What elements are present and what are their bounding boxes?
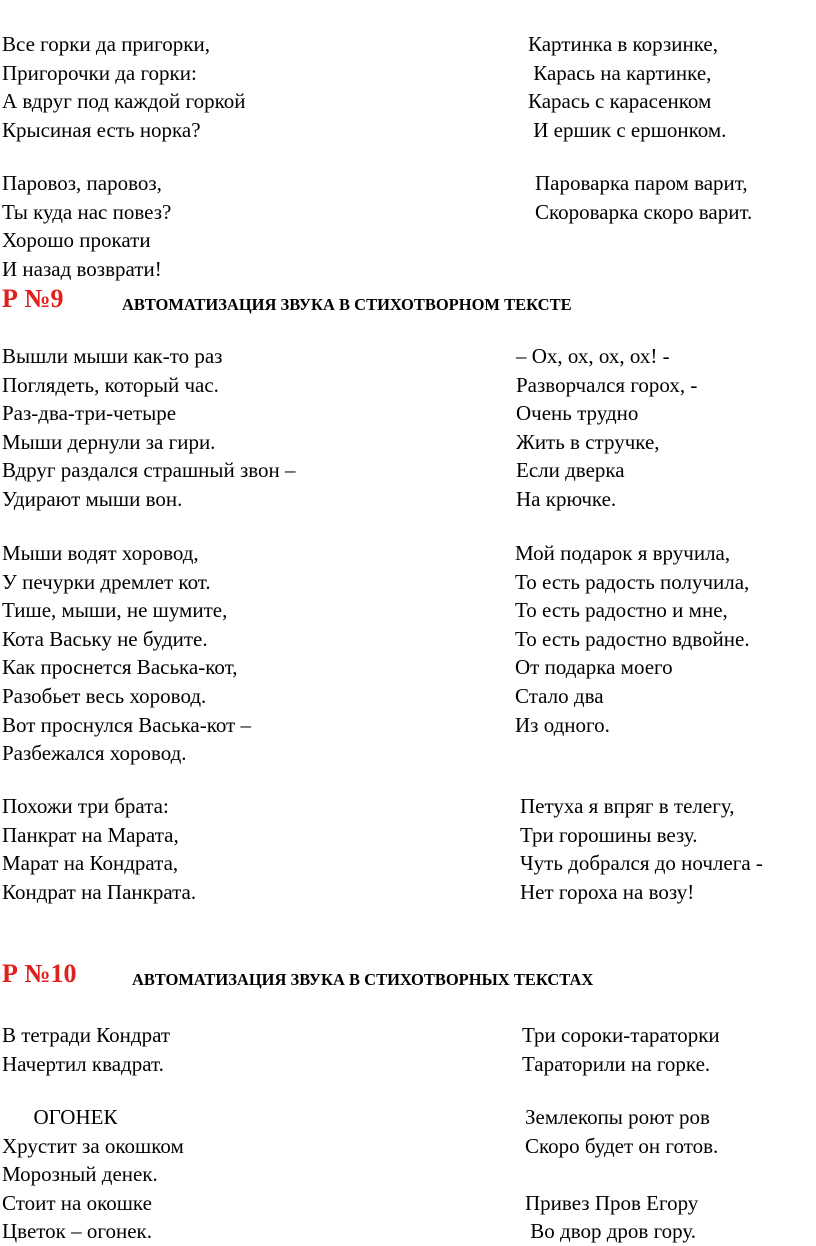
poem-line: То есть радостно и мне, (515, 598, 728, 623)
poem-line: От подарка моего (515, 655, 673, 680)
poem-line: Вдруг раздался страшный звон – (2, 458, 296, 483)
poem-line: Стоит на окошке (2, 1190, 152, 1215)
poem-line: Мыши водят хоровод, (2, 541, 199, 565)
poem-line: А вдруг под каждой горкой (2, 89, 246, 114)
poem-line: Во двор дров гору. (525, 1219, 697, 1244)
poem-line: Мой подарок я вручила, (515, 541, 731, 565)
poem-line: Ты куда нас повез? (2, 199, 172, 224)
poem-line: И назад возврати! (2, 256, 162, 281)
poem-line: Кондрат на Панкрата. (2, 879, 197, 904)
poem-line: Нет гороха на возу! (520, 879, 695, 904)
poem-line: Землекопы роют ров (525, 1105, 710, 1129)
poem-line: Петуха я впряг в телегу, (520, 794, 735, 818)
poem-left-3 (2, 342, 296, 514)
poem-line: Разобьет весь хоровод. (2, 683, 207, 708)
poem-line: Пригорочки да горки: (2, 60, 197, 85)
poem-left-6 (2, 1021, 170, 1078)
poem-line: То есть радость получила, (515, 569, 750, 594)
poem-line: Разбежался хоровод. (2, 741, 187, 766)
poem-line: Похожи три брата: (2, 794, 169, 818)
poem-line: Привез Пров Егору (525, 1190, 699, 1215)
poem-line: У печурки дремлет кот. (2, 569, 211, 594)
poem-line: Скоро будет он готов. (525, 1133, 719, 1158)
poem-line: ОГОНЕК (2, 1105, 118, 1129)
poem-line: Поглядеть, который час. (2, 372, 219, 397)
poem-line: Крысиная есть норка? (2, 117, 201, 142)
poem-right-6 (522, 1021, 720, 1078)
poem-line: – Ох, ох, ох, ох! - (516, 344, 670, 368)
poem-line: Пароварка паром варит, (535, 171, 748, 195)
poem-line: Карась с карасенком (528, 89, 712, 114)
poem-left-5 (2, 792, 196, 906)
poem-line: Морозный денек. (2, 1162, 158, 1187)
poem-line: То есть радостно вдвойне. (515, 626, 750, 651)
poem-line: Панкрат на Марата, (2, 822, 179, 847)
poem-line: Разворчался горох, - (516, 372, 698, 397)
poem-right-2 (535, 169, 752, 226)
poem-line: Три сороки-тараторки (522, 1023, 720, 1047)
poem-line: На крючке. (516, 486, 617, 511)
poem-line: Паровоз, паровоз, (2, 171, 162, 195)
poem-right-5 (520, 792, 763, 906)
poem-line: В тетради Кондрат (2, 1023, 171, 1047)
poem-left-2 (2, 169, 171, 283)
section-title: АВТОМАТИЗАЦИЯ ЗВУКА В СТИХОТВОРНЫХ ТЕКСТАХ (132, 970, 594, 989)
poem-line: И ершик с ершонком. (528, 117, 727, 142)
poem-line: Стало два (515, 683, 604, 708)
poem-line: Кота Ваську не будите. (2, 626, 208, 651)
poem-line: Карась на картинке, (528, 60, 712, 85)
poem-left-4 (2, 539, 251, 768)
section-title: АВТОМАТИЗАЦИЯ ЗВУКА В СТИХОТВОРНОМ ТЕКСТЕ (122, 295, 572, 314)
poem-right-4 (515, 539, 750, 739)
poem-line: Картинка в корзинке, (528, 32, 718, 56)
poem-line: Жить в стручке, (516, 429, 660, 454)
poem-line (525, 1160, 718, 1189)
poem-line: Раз-два-три-четыре (2, 401, 177, 426)
poem-line: Цветок – огонек. (2, 1219, 152, 1244)
poem-line: Скороварка скоро варит. (535, 199, 753, 224)
section-heading-10 (2, 959, 594, 990)
poem-line: Чуть добрался до ночлега - (520, 851, 763, 876)
poem-left-1 (2, 30, 246, 144)
poem-line: Три горошины везу. (520, 822, 698, 847)
poem-line: Начертил квадрат. (2, 1051, 164, 1076)
poem-line: Вот проснулся Васька-кот – (2, 712, 251, 737)
poem-left-7 (2, 1103, 184, 1246)
poem-line: Из одного. (515, 712, 610, 737)
poem-line: Все горки да пригорки, (2, 32, 210, 56)
poem-line: Тараторили на горке. (522, 1051, 711, 1076)
section-number: Р №9 (2, 284, 64, 313)
poem-line: Удирают мыши вон. (2, 486, 183, 511)
section-heading-9 (2, 284, 572, 315)
section-number: Р №10 (2, 959, 77, 988)
poem-line: Марат на Кондрата, (2, 851, 179, 876)
poem-line: Мыши дернули за гири. (2, 429, 216, 454)
poem-line: Если дверка (516, 458, 625, 483)
poem-line: Очень трудно (516, 401, 639, 426)
poem-right-3 (516, 342, 697, 514)
poem-line: Вышли мыши как-то раз (2, 344, 223, 368)
poem-line: Хорошо прокати (2, 228, 151, 253)
poem-right-1 (528, 30, 726, 144)
poem-line: Как проснется Васька-кот, (2, 655, 238, 680)
poem-line: Тише, мыши, не шумите, (2, 598, 228, 623)
poem-right-7 (525, 1103, 718, 1246)
poem-line: Хрустит за окошком (2, 1133, 184, 1158)
